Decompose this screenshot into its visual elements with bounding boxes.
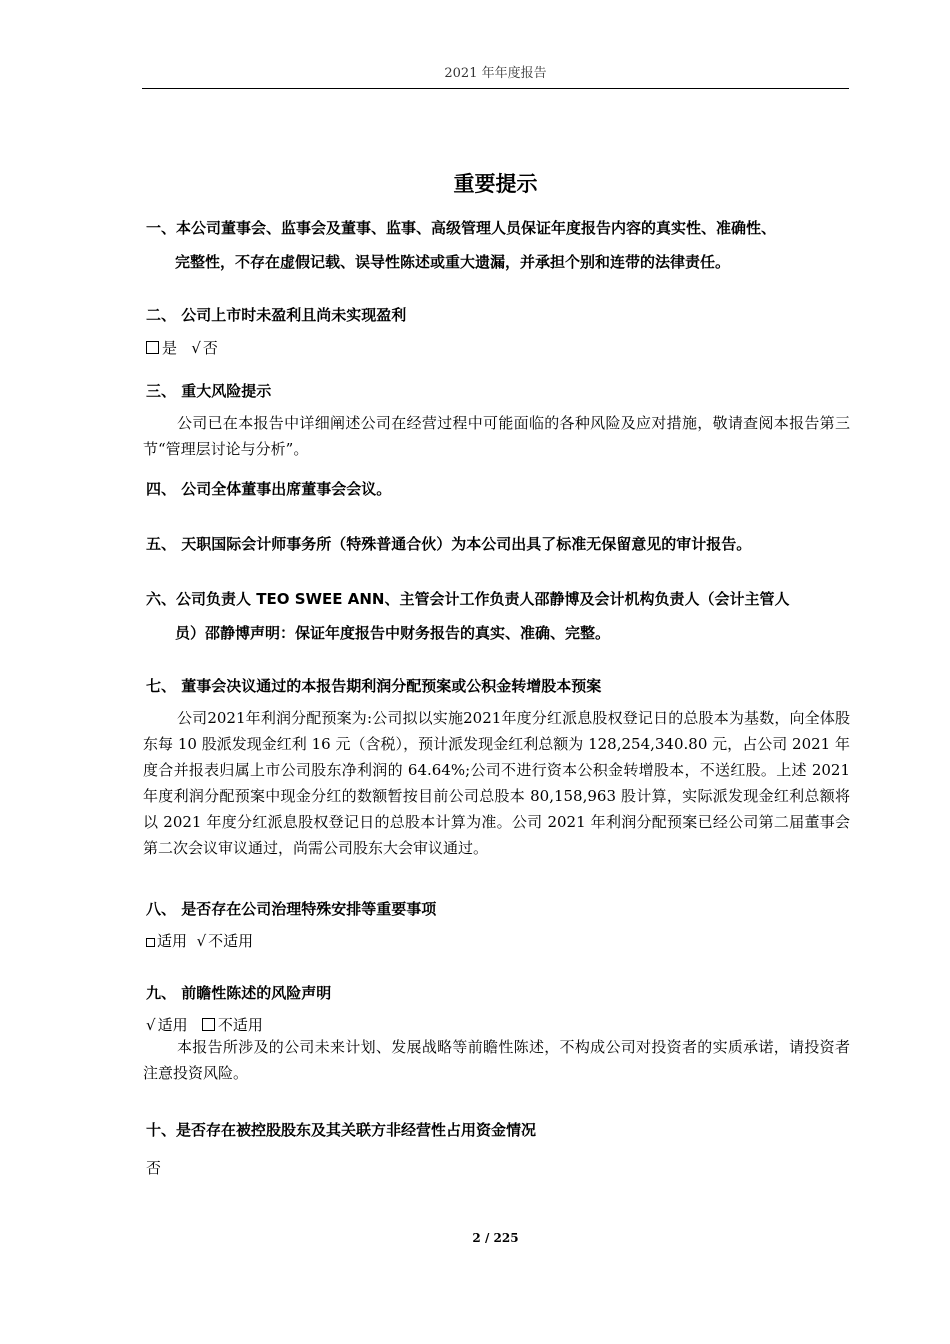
section-10-heading: 十、是否存在被控股股东及其关联方非经营性占用资金情况 bbox=[146, 1121, 537, 1139]
section-5-heading: 五、 天职国际会计师事务所（特殊普通合伙）为本公司出具了标准无保留意见的审计报告。 bbox=[146, 535, 752, 553]
checkmark-icon: √ bbox=[146, 1016, 156, 1034]
header-divider bbox=[142, 88, 849, 89]
section-7-heading: 七、 董事会决议通过的本报告期利润分配预案或公积金转增股本预案 bbox=[146, 677, 602, 695]
section-6-line2: 员）邵静博声明：保证年度报告中财务报告的真实、准确、完整。 bbox=[175, 624, 611, 642]
checkmark-icon: √ bbox=[196, 932, 207, 950]
checkbox-not-applicable-icon bbox=[202, 1018, 215, 1031]
option-not-applicable-label: 不适用 bbox=[208, 932, 254, 950]
page-number: 2 / 225 bbox=[472, 1231, 519, 1245]
option-applicable-label: 适用 bbox=[157, 1016, 188, 1034]
option-yes-label: 是 bbox=[162, 339, 178, 357]
section-2-heading: 二、 公司上市时未盈利且尚未实现盈利 bbox=[146, 306, 407, 324]
checkmark-icon: √ bbox=[191, 339, 201, 357]
section-6-line1: 公司负责人 TEO SWEE ANN、主管会计工作负责人邵静博及会计机构负责人（会计主管人 bbox=[176, 590, 790, 608]
section-6 bbox=[146, 582, 850, 650]
section-3-heading: 三、 重大风险提示 bbox=[146, 382, 272, 400]
section-2-options bbox=[146, 336, 218, 360]
option-not-applicable-label: 不适用 bbox=[217, 1016, 263, 1034]
page-title: 重要提示 bbox=[453, 172, 538, 196]
option-no-label: 否 bbox=[202, 339, 218, 357]
section-1-line2: 完整性，不存在虚假记载、误导性陈述或重大遗漏，并承担个别和连带的法律责任。 bbox=[175, 253, 731, 271]
section-1-line1: 本公司董事会、监事会及董事、监事、高级管理人员保证年度报告内容的真实性、准确性、 bbox=[176, 219, 777, 237]
section-3-body: 公司已在本报告中详细阐述公司在经营过程中可能面临的各种风险及应对措施，敬请查阅本报告第三节“管理层讨论与分析”。 bbox=[143, 414, 850, 458]
section-8-heading: 八、 是否存在公司治理特殊安排等重要事项 bbox=[146, 900, 437, 918]
section-1 bbox=[146, 211, 850, 279]
section-9-heading: 九、 前瞻性陈述的风险声明 bbox=[146, 984, 332, 1002]
section-10-answer: 否 bbox=[146, 1159, 162, 1177]
checkbox-applicable-icon bbox=[146, 938, 155, 947]
section-1-label: 一、 bbox=[146, 219, 177, 237]
option-applicable-label: 适用 bbox=[157, 932, 188, 950]
section-6-label: 六、 bbox=[146, 590, 177, 608]
section-7-body: 公司2021年利润分配预案为:公司拟以实施2021年度分红派息股权登记日的总股本为基数，向全体股东每 10 股派发现金红利 16 元（含税），预计派发现金红利总额为 128,254,340.80 元，占公司 2021 年度合并报表归属上市公司股东净利润的 64.64%;公司不进行资本公积金转增股本，不送红股。上述 2021 年度利润分配预案中现金分红的数额暂按目前公司总股本 80,158,963 股计算，实际派发现金红利总额将以 2021 年度分红派息股权登记日的总股本计算为准。公司 2021 年利润分配预案已经公司第二届董事会第二次会议审议通过，尚需公司股东大会审议通过。 bbox=[143, 709, 850, 857]
page-header: 2021 年年度报告 bbox=[444, 66, 547, 81]
checkbox-yes-icon bbox=[146, 341, 159, 354]
section-8-options bbox=[146, 929, 253, 953]
section-9-body: 本报告所涉及的公司未来计划、发展战略等前瞻性陈述，不构成公司对投资者的实质承诺，请投资者注意投资风险。 bbox=[143, 1038, 850, 1082]
section-4-heading: 四、 公司全体董事出席董事会会议。 bbox=[146, 480, 392, 498]
